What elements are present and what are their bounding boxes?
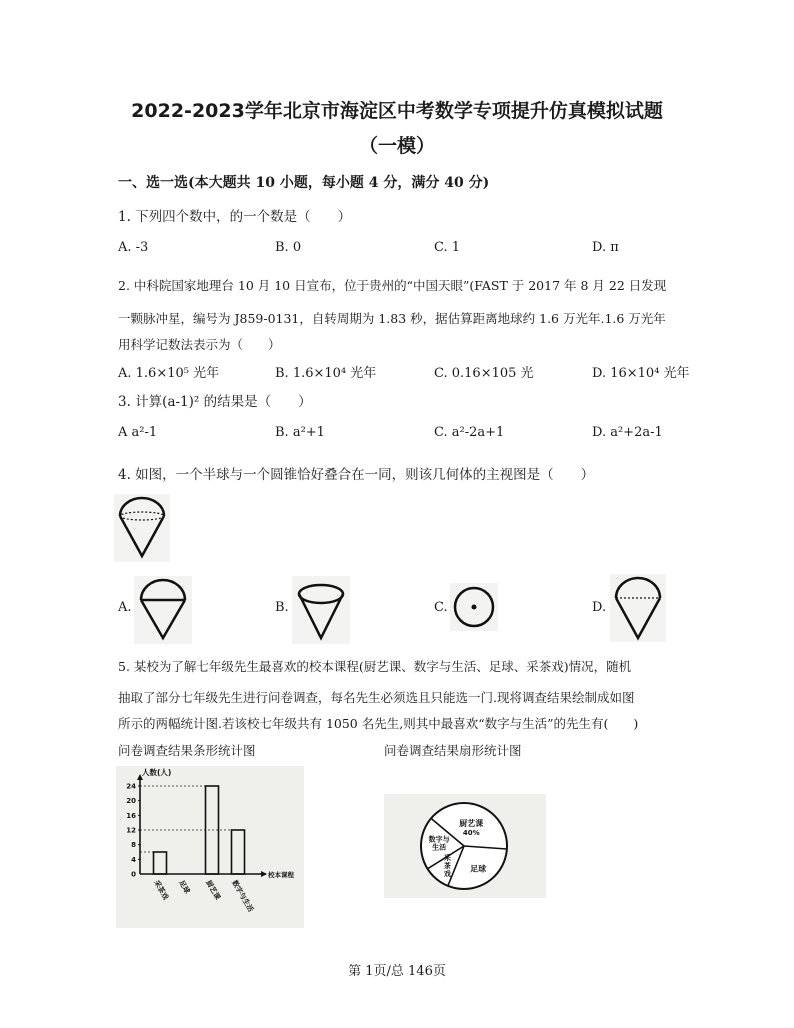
page-footer: 第 1页/总 146页 xyxy=(348,964,446,979)
y-tick-label: 0 xyxy=(131,870,136,879)
q3-option-a: A a²-1 xyxy=(118,425,158,440)
pie-label-line: 数字与 xyxy=(428,835,450,844)
q4-option-c-label: C. xyxy=(434,600,448,615)
q2-option-d: D. 16×10⁴ 光年 xyxy=(592,366,690,381)
question-5-line-2: 抽取了部分七年级先生进行问卷调查，每名先生必须选且只能选一门.现将调查结果绘制成如图 xyxy=(118,690,635,705)
q4-option-b-label: B. xyxy=(275,600,289,615)
bar-chart xyxy=(116,766,304,928)
section-heading: 一、选一选(本大题共 10 小题，每小题 4 分，满分 40 分) xyxy=(118,175,490,191)
pie-percent-label: 40% xyxy=(462,829,480,838)
question-2-line-2: 一颗脉冲星，编号为 J859-0131，自转周期为 1.83 秒，据估算距离地球约 1.6 万光年.1.6 万光年 xyxy=(118,311,666,326)
y-tick-label: 16 xyxy=(126,811,136,820)
x-axis-label: 校本课程 xyxy=(268,871,294,879)
q1-option-b: B. 0 xyxy=(275,240,302,255)
category-label: 厨艺课 xyxy=(204,879,222,902)
pie-label-line: 生活 xyxy=(432,843,447,852)
pie-chart-caption: 问卷调查结果扇形统计图 xyxy=(384,743,522,758)
pie-label xyxy=(444,853,451,878)
question-5-line-3: 所示的两幅统计图.若该校七年级共有 1050 名先生,则其中最喜欢“数字与生活”的先生有( ) xyxy=(118,716,639,731)
y-tick-label: 20 xyxy=(126,797,136,806)
bar-chart-background xyxy=(116,766,304,928)
q1-option-a: A. -3 xyxy=(118,240,149,255)
bar-chart-caption: 问卷调查结果条形统计图 xyxy=(118,743,256,758)
document-title: 2022-2023学年北京市海淀区中考数学专项提升仿真模拟试题 xyxy=(131,100,663,122)
question-1-stem: 1. 下列四个数中，的一个数是（ ） xyxy=(118,209,352,225)
q1-option-c: C. 1 xyxy=(434,240,461,255)
q4-option-d-figure xyxy=(610,574,666,642)
pie-label: 足球 xyxy=(470,864,487,874)
y-tick-label: 24 xyxy=(126,782,136,791)
q1-option-d: D. π xyxy=(592,240,619,255)
question-5-line-1: 5. 某校为了解七年级先生最喜欢的校本课程(厨艺课、数字与生活、足球、采茶戏)情况，随机 xyxy=(118,659,632,674)
category-label: 采茶戏 xyxy=(152,879,170,902)
q4-option-a-label: A. xyxy=(118,600,132,615)
q3-option-b: B. a²+1 xyxy=(275,425,325,440)
document-subtitle: （一模） xyxy=(358,135,435,157)
y-axis-label: 人数(人) xyxy=(142,768,172,777)
pie-label-char: 戏 xyxy=(443,869,451,878)
question-4-stem: 4. 如图，一个半球与一个圆锥恰好叠合在一同，则该几何体的主视图是（ ） xyxy=(118,467,595,483)
q2-option-b: B. 1.6×10⁴ 光年 xyxy=(275,366,377,381)
category-label: 足球 xyxy=(177,879,192,896)
question-2-line-3: 用科学记数法表示为（ ） xyxy=(118,337,281,352)
question-3-stem: 3. 计算(a-1)² 的结果是（ ） xyxy=(118,394,312,410)
q3-option-c: C. a²-2a+1 xyxy=(434,425,505,440)
y-tick-label: 8 xyxy=(131,841,136,850)
pie-chart xyxy=(384,794,546,898)
q2-option-a: A. 1.6×10⁵ 光年 xyxy=(118,366,220,381)
q4-solid-figure xyxy=(114,494,170,562)
y-tick-label: 4 xyxy=(131,855,136,864)
category-label: 数字与生活 xyxy=(230,879,255,914)
pie-label-char: 采 xyxy=(443,853,451,862)
q4-option-a-figure xyxy=(134,576,192,644)
question-2-line-1: 2. 中科院国家地理台 10 月 10 日宣布，位于贵州的“中国天眼”(FAST 于 2017 年 8 月 22 日发现 xyxy=(118,278,667,293)
q2-option-c: C. 0.16×105 光 xyxy=(434,366,534,381)
q4-option-b-figure xyxy=(292,576,350,644)
pie-label-char: 茶 xyxy=(443,861,451,870)
q4-option-d-label: D. xyxy=(592,600,607,615)
pie-label: 厨艺课 xyxy=(459,819,484,829)
q3-option-d: D. a²+2a-1 xyxy=(592,425,663,440)
y-tick-label: 12 xyxy=(126,826,136,835)
q4-option-c-figure xyxy=(450,583,498,631)
